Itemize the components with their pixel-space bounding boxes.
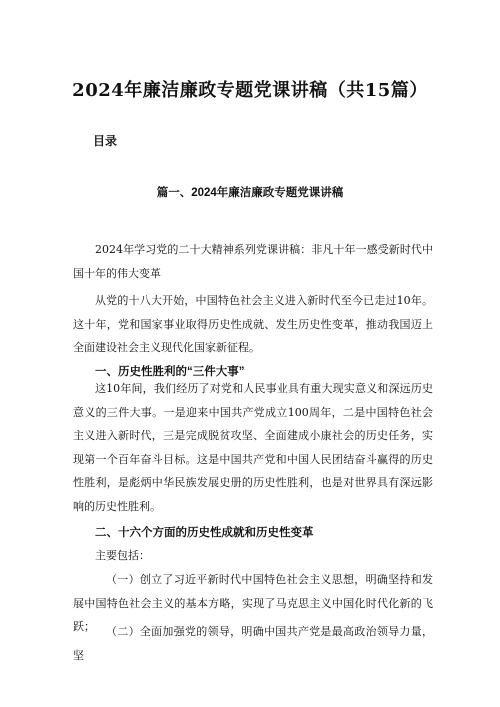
paragraph-5: （一）创立了习近平新时代中国特色社会主义思想，明确坚持和发展中国特色社会主义的基本方略，实现了马克思主义中国化时代化新的飞跃； <box>73 573 433 633</box>
paragraph-1: 2024年学习党的二十大精神系列党课讲稿：非凡十年一感受新时代中国十年的伟大变革 <box>73 243 433 280</box>
paragraph-6: （二）全面加强党的领导，明确中国共产党是最高政治领导力量，坚 <box>73 625 433 662</box>
section-title: 篇一、2024年廉洁廉政专题党课讲稿 <box>156 187 344 199</box>
document-title: 2024年廉洁廉政专题党课讲稿（共15篇） <box>72 80 428 101</box>
heading-three-events: 一、历史性胜利的“三件大事” <box>95 366 245 378</box>
paragraph-4: 主要包括： <box>95 549 150 562</box>
paragraph-2: 从党的十八大开始，中国特色社会主义进入新时代至今已走过10年。这十年，党和国家事业取得历史性成就、发生历史性变革，推动我国迈上全面建设社会主义现代化国家新征程。 <box>73 294 433 354</box>
heading-sixteen-achievements: 二、十六个方面的历史性成就和历史性变革 <box>95 527 314 539</box>
paragraph-3: 这10年间，我们经历了对党和人民事业具有重大现实意义和深远历史意义的三件大事。一是迎来中国共产党成立100周年，二是中国特色社会主义进入新时代，三是完成脱贫攻坚、全面建成小康社会的历史任务，实现第一个百年奋斗目标。这是中国共产党和中国人民团结奋斗赢得的历史性胜利，是彪炳中华民族发展史册的历史性胜利，也是对世界具有深远影响的历史性胜利。 <box>73 382 433 513</box>
toc-label: 目录 <box>93 134 118 148</box>
